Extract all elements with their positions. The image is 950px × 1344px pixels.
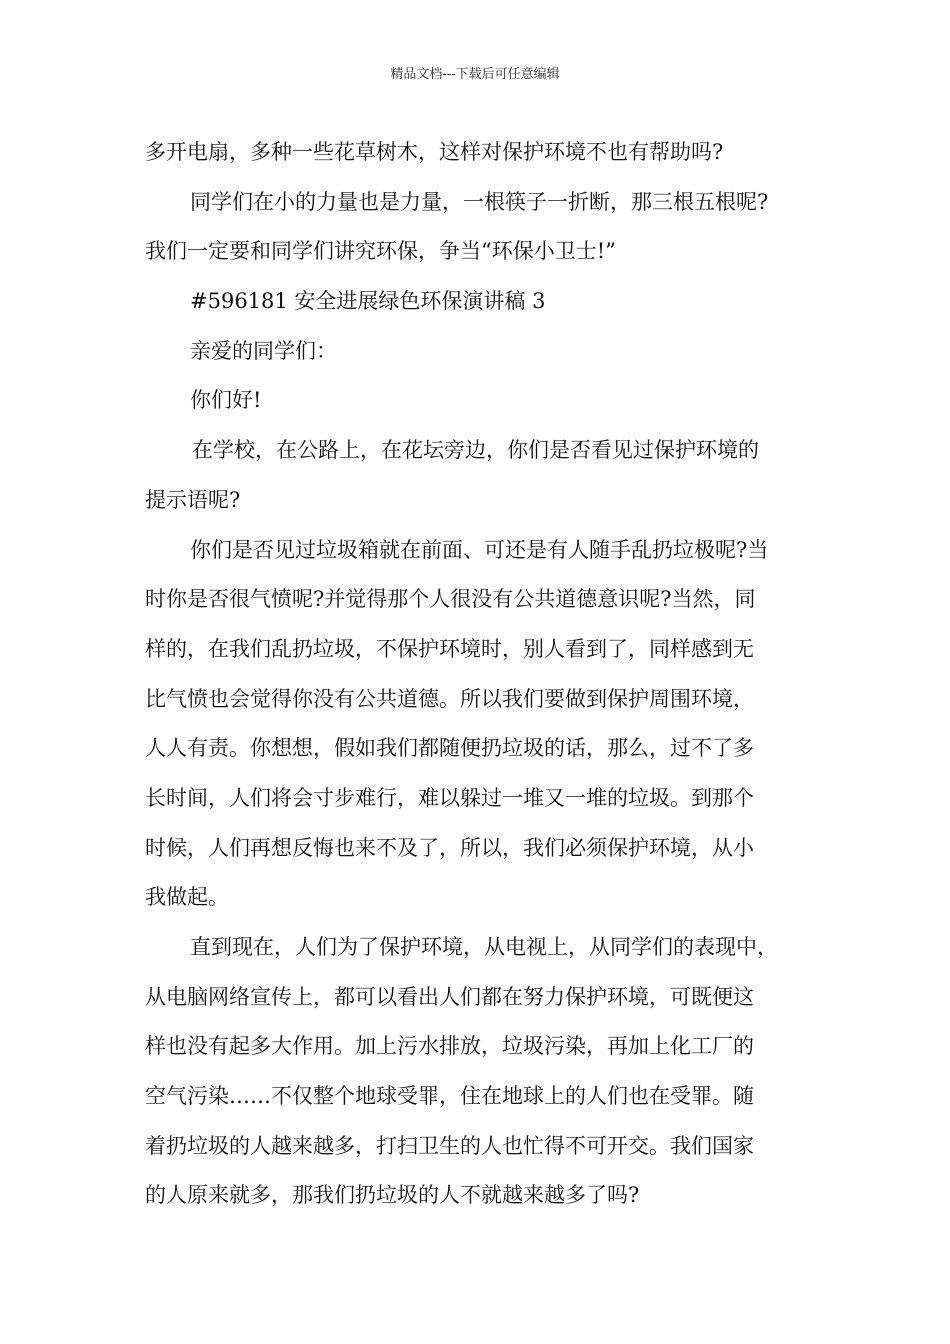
- text-line: 提示语呢?: [145, 487, 241, 512]
- text-line: 你们是否见过垃圾箱就在前面、可还是有人随手乱扔垃极呢?当: [190, 537, 769, 562]
- text-line: 样也没有起多大作用。加上污水排放，垃圾污染，再加上化工厂的: [145, 1034, 754, 1059]
- text-line: 我做起。: [145, 885, 229, 910]
- text-line: 比气愤也会觉得你没有公共道德。所以我们要做到保护周围环境，: [145, 686, 754, 711]
- document-body: [145, 128, 810, 1221]
- salutation: 亲爱的同学们：: [190, 338, 337, 363]
- section-heading: #596181 安全进展绿色环保演讲稿 3: [190, 289, 546, 314]
- text-line: 人人有责。你想想，假如我们都随便扔垃圾的话，那么，过不了多: [145, 736, 754, 761]
- text-line: 样的，在我们乱扔垃圾，不保护环境时，别人看到了，同样感到无: [145, 636, 754, 661]
- greeting: 你们好!: [190, 388, 262, 413]
- text-line: 时你是否很气愤呢?并觉得那个人很没有公共道德意识呢?当然，同: [145, 587, 756, 612]
- text-line: 长时间，人们将会寸步难行，难以躲过一堆又一堆的垃圾。到那个: [145, 785, 754, 810]
- text-line: 直到现在，人们为了保护环境，从电视上，从同学们的表现中，: [190, 935, 778, 959]
- text-line: 空气污染……不仅整个地球受罪，住在地球上的人们也在受罪。随: [145, 1084, 754, 1109]
- text-line: 多开电扇，多种一些花草树木，这样对保护环境不也有帮助吗?: [145, 140, 724, 164]
- text-line: 的人原来就多，那我们扔垃圾的人不就越来越多了吗?: [145, 1183, 640, 1208]
- text-line: 我们一定要和同学们讲究环保，争当“环保小卫士!”: [145, 239, 616, 264]
- text-line: 同学们在小的力量也是力量，一根筷子一折断，那三根五根呢?: [190, 189, 769, 214]
- text-line: 从电脑网络宣传上，都可以看出人们都在努力保护环境，可既便这: [145, 984, 754, 1009]
- text-line: 在学校，在公路上，在花坛旁边，你们是否看见过保护环境的: [192, 438, 759, 463]
- page-header: 精品文档---下载后可任意编辑: [390, 67, 560, 82]
- text-line: 时候，人们再想反悔也来不及了，所以，我们必须保护环境，从小: [145, 835, 754, 860]
- text-line: 着扔垃圾的人越来越多，打扫卫生的人也忙得不可开交。我们国家: [145, 1133, 754, 1158]
